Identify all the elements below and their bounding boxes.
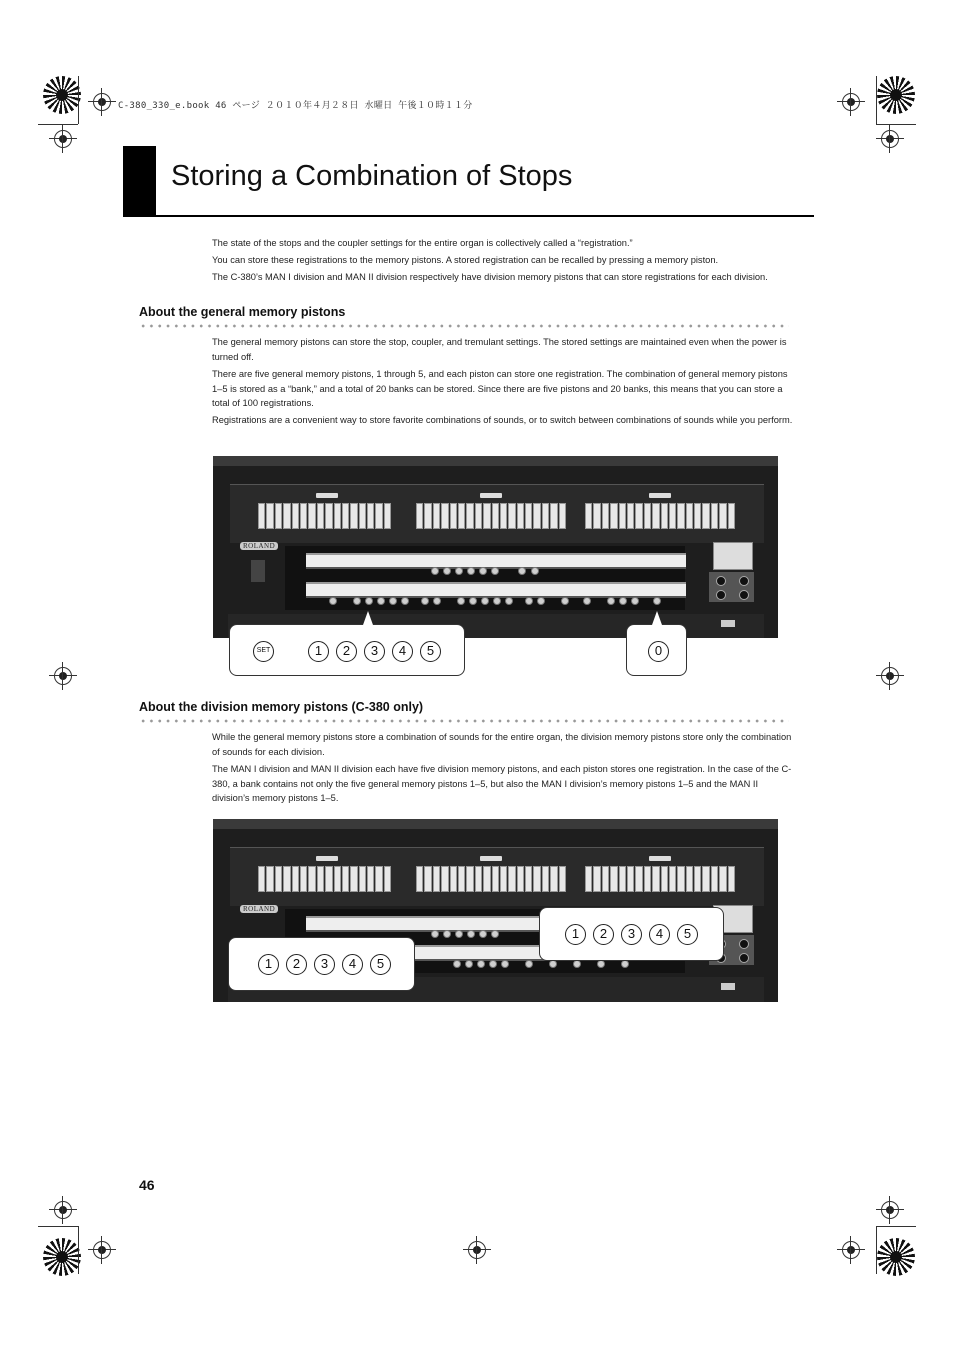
crosshair-mark: [93, 93, 111, 111]
section-heading-general: About the general memory pistons: [139, 305, 346, 319]
piston-badge: 1: [258, 954, 279, 975]
zero-piston-callout: [626, 624, 687, 676]
piston-badge: 5: [370, 954, 391, 975]
piston-badge: 3: [621, 924, 642, 945]
intro-paragraph: You can store these registrations to the memory pistons. A stored registration can be recalled by pressing a memory piston.: [212, 255, 719, 265]
print-file-header: C-380_330_e.book 46 ページ ２０１０年４月２８日 水曜日 午後１０時１１分: [118, 101, 473, 111]
section-heading-division: About the division memory pistons (C-380 only): [139, 700, 424, 714]
body-paragraph: Registrations are a convenient way to store favorite combinations of sounds, or to switch between combinations of sounds while you perform.: [212, 415, 793, 425]
man-i-division-pistons-callout: [228, 937, 415, 991]
page-title: Storing a Combination of Stops: [171, 160, 573, 192]
title-underline: [123, 215, 814, 217]
body-paragraph: While the general memory pistons store a combination of sounds for the entire organ, the division memory pistons store only the combination of sounds for each division.: [212, 732, 792, 757]
registration-target-top-right: [877, 76, 915, 114]
intro-paragraph: The state of the stops and the coupler settings for the entire organ is collectively called a “registration.”: [212, 238, 633, 248]
dotted-divider: [139, 719, 789, 723]
crosshair-mark: [468, 1241, 486, 1259]
page-number: 46: [139, 1177, 155, 1193]
registration-target-top-left: [43, 76, 81, 114]
piston-badge: 2: [286, 954, 307, 975]
piston-badge: 4: [649, 924, 670, 945]
general-pistons-callout: [229, 624, 465, 676]
zero-piston-badge: 0: [648, 641, 669, 662]
piston-badge: 1: [308, 641, 329, 662]
crosshair-mark: [54, 1201, 72, 1219]
body-paragraph: There are five general memory pistons, 1 through 5, and each piston can store one registration. The combination of general memory pistons 1–5 is stored as a “bank,” and a total of 20 banks can be stored. Since there are five pistons and 20 banks, this means that you can store a total of 100 registrations.: [212, 369, 788, 408]
dotted-divider: [139, 324, 789, 328]
piston-badge: 2: [336, 641, 357, 662]
man-ii-division-pistons-callout: [539, 907, 724, 961]
crosshair-mark: [93, 1241, 111, 1259]
intro-paragraph: The C-380’s MAN I division and MAN II division respectively have division memory pistons that can store registrations for each division.: [212, 272, 768, 282]
piston-badge: 3: [314, 954, 335, 975]
crosshair-mark: [881, 667, 899, 685]
piston-badge: 1: [565, 924, 586, 945]
registration-target-bottom-left: [43, 1238, 81, 1276]
crosshair-mark: [54, 667, 72, 685]
crosshair-mark: [842, 93, 860, 111]
registration-target-bottom-right: [877, 1238, 915, 1276]
crosshair-mark: [54, 130, 72, 148]
piston-badge: 3: [364, 641, 385, 662]
set-piston-badge: SET: [253, 641, 274, 662]
crosshair-mark: [842, 1241, 860, 1259]
crosshair-mark: [881, 130, 899, 148]
piston-badge: 5: [420, 641, 441, 662]
crosshair-mark: [881, 1201, 899, 1219]
piston-badge: 5: [677, 924, 698, 945]
title-marker-block: [123, 146, 156, 216]
organ-console-illustration: [213, 456, 778, 638]
piston-badge: 2: [593, 924, 614, 945]
roland-logo: ROLAND: [240, 542, 278, 550]
body-paragraph: The general memory pistons can store the stop, coupler, and tremulant settings. The stored settings are maintained even when the power is turned off.: [212, 337, 787, 362]
piston-badge: 4: [392, 641, 413, 662]
piston-badge: 4: [342, 954, 363, 975]
roland-logo: ROLAND: [240, 905, 278, 913]
body-paragraph: The MAN I division and MAN II division each have five division memory pistons, and each piston stores one registration. In the case of the C-380, a bank contains not only the five general memory pistons 1–5, but also the MAN I division’s memory pistons 1–5 and the MAN II division’s memory pistons 1–5.: [212, 764, 792, 803]
